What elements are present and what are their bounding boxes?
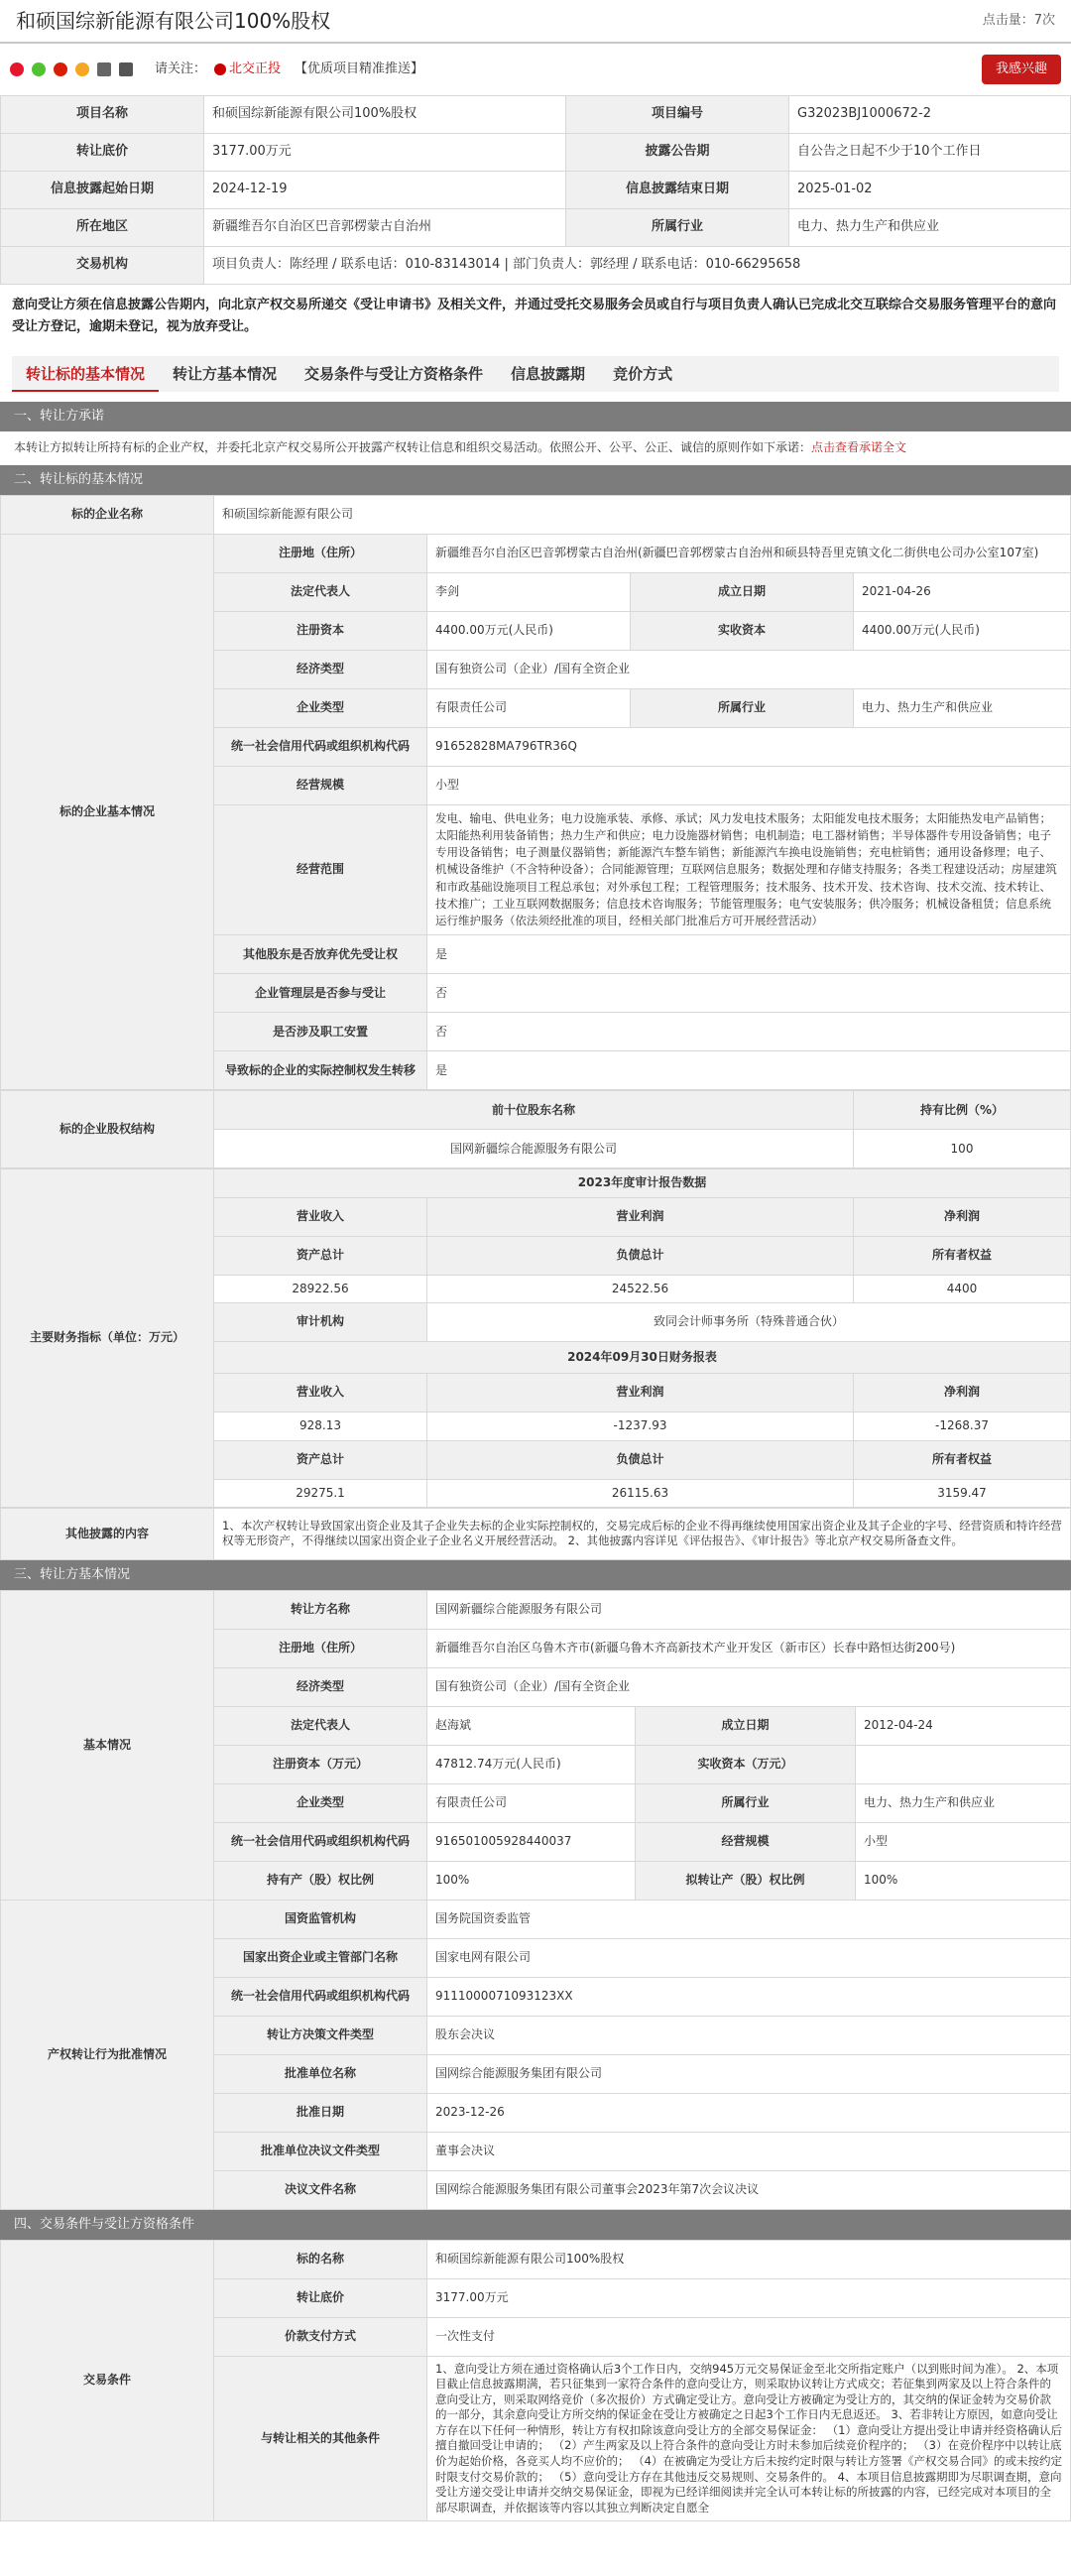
tab-disclosure-period[interactable]: 信息披露期	[511, 365, 586, 384]
info-value: 新疆维吾尔自治区巴音郭楞蒙古自治州	[204, 209, 566, 247]
field-label: 国资监管机构	[214, 1900, 427, 1938]
table-row	[1, 172, 1071, 209]
column-header: 前十位股东名称	[214, 1091, 854, 1130]
info-value: 和硕国综新能源有限公司100%股权	[204, 96, 566, 134]
field-label: 导致标的企业的实际控制权发生转移	[214, 1051, 427, 1090]
field-label: 统一社会信用代码或组织机构代码	[214, 727, 427, 766]
info-value: 电力、热力生产和供应业	[789, 209, 1071, 247]
info-label: 转让底价	[1, 134, 204, 172]
column-header: 负债总计	[427, 1236, 854, 1275]
qzone-icon[interactable]	[75, 62, 89, 76]
table-row	[1, 495, 1071, 534]
info-label: 信息披露起始日期	[1, 172, 204, 209]
field-value: 赵海斌	[427, 1706, 636, 1745]
field-label: 决议文件名称	[214, 2170, 427, 2209]
table-row	[1, 247, 1071, 285]
shareholder-name: 国网新疆综合能源服务有限公司	[214, 1130, 854, 1168]
trade-conditions-table	[0, 2240, 1071, 2521]
field-label: 企业类型	[214, 688, 427, 727]
field-value: 国有独资公司（企业）/国有全资企业	[427, 650, 1071, 688]
field-label: 注册地（住所）	[214, 534, 427, 572]
field-label: 经济类型	[214, 1667, 427, 1706]
column-header: 营业利润	[427, 1374, 854, 1412]
other-disclosure-text: 1、本次产权转让导致国家出资企业及其子企业失去标的企业实际控制权的，交易完成后标的企业不得再继续使用国家出资企业及其子企业的字号、经营资质和特许经营权等无形资产，不得继续以国家出资企业子企业名义开展经营活动。 2、其他披露内容详见《评估报告》、《审计报告》等北京产权交易所备查文件。	[214, 1508, 1071, 1559]
field-value: 2023-12-26	[427, 2093, 1071, 2132]
field-value: 3177.00万元	[427, 2278, 1071, 2317]
info-label: 所属行业	[566, 209, 789, 247]
info-label: 交易机构	[1, 247, 204, 285]
beijiao-logo-icon	[214, 63, 226, 75]
column-header: 所有者权益	[854, 1440, 1071, 1479]
tab-conditions[interactable]: 交易条件与受让方资格条件	[304, 365, 484, 384]
field-label: 所属行业	[631, 688, 854, 727]
field-label: 其他股东是否放弃优先受让权	[214, 935, 427, 974]
page-header	[0, 0, 1071, 44]
field-value: 电力、热力生产和供应业	[854, 688, 1071, 727]
info-label: 项目编号	[566, 96, 789, 134]
fin-value: 28922.56	[214, 1275, 427, 1302]
group-label: 基本情况	[1, 1590, 214, 1900]
info-label: 信息披露结束日期	[566, 172, 789, 209]
field-label: 其他披露的内容	[1, 1508, 214, 1559]
column-header: 资产总计	[214, 1236, 427, 1275]
table-row	[1, 1091, 1071, 1130]
field-value: 4400.00万元(人民币)	[427, 611, 631, 650]
field-label: 经营规模	[214, 766, 427, 804]
group-label: 标的企业基本情况	[1, 534, 214, 1090]
field-value: 国网综合能源服务集团有限公司董事会2023年第7次会议决议	[427, 2170, 1071, 2209]
field-value: 47812.74万元(人民币)	[427, 1745, 636, 1783]
column-header: 持有比例（%）	[854, 1091, 1071, 1130]
field-label: 经济类型	[214, 650, 427, 688]
table-row	[1, 134, 1071, 172]
field-label: 转让底价	[214, 2278, 427, 2317]
field-label: 注册资本（万元）	[214, 1745, 427, 1783]
tab-transferor-info[interactable]: 转让方基本情况	[173, 365, 278, 384]
field-value: 100%	[427, 1861, 636, 1900]
field-label: 成立日期	[636, 1706, 856, 1745]
field-value	[856, 1745, 1071, 1783]
field-label: 统一社会信用代码或组织机构代码	[214, 1977, 427, 2016]
beijiao-tag[interactable]	[214, 61, 281, 79]
field-value: 4400.00万元(人民币)	[854, 611, 1071, 650]
field-label: 标的名称	[214, 2240, 427, 2278]
field-value: 李剑	[427, 572, 631, 611]
column-header: 营业收入	[214, 1197, 427, 1236]
field-label: 经营规模	[636, 1822, 856, 1861]
field-value: 2021-04-26	[854, 572, 1071, 611]
field-label: 企业管理层是否参与受让	[214, 974, 427, 1013]
registration-notice: 意向受让方须在信息披露公告期内，向北京产权交易所递交《受让申请书》及相关文件，并通过受托交易服务会员或自行与项目负责人确认已完成北交互联综合交易服务管理平台的意向受让方登记，逾期未登记，视为放弃受让。	[12, 298, 1057, 335]
field-value: 国网综合能源服务集团有限公司	[427, 2054, 1071, 2093]
column-header: 净利润	[854, 1374, 1071, 1412]
copy-link-icon[interactable]	[97, 62, 111, 76]
field-label: 拟转让产（股）权比例	[636, 1861, 856, 1900]
table-row	[1, 1590, 1071, 1629]
table-row	[1, 209, 1071, 247]
field-value: 董事会决议	[427, 2132, 1071, 2170]
tab-bidding-method[interactable]: 竞价方式	[613, 365, 673, 384]
section-tabs	[12, 356, 1059, 392]
field-label: 价款支付方式	[214, 2317, 427, 2356]
info-label: 所在地区	[1, 209, 204, 247]
equity-table	[0, 1090, 1071, 1168]
field-value: 有限责任公司	[427, 1783, 636, 1822]
group-label: 主要财务指标（单位：万元）	[1, 1169, 214, 1508]
field-value: 9111000071093123XX	[427, 1977, 1071, 2016]
field-label: 经营范围	[214, 804, 427, 935]
field-label: 转让方名称	[214, 1590, 427, 1629]
table-row	[1, 96, 1071, 134]
field-label: 实收资本（万元）	[636, 1745, 856, 1783]
field-label: 标的企业名称	[1, 495, 214, 534]
field-value: 小型	[427, 766, 1071, 804]
field-label: 注册资本	[214, 611, 427, 650]
info-label: 项目名称	[1, 96, 204, 134]
field-label: 批准单位决议文件类型	[214, 2132, 427, 2170]
field-value: 否	[427, 974, 1071, 1013]
section-header: 二、转让标的基本情况	[0, 465, 1071, 495]
field-value: 国家电网有限公司	[427, 1938, 1071, 1977]
info-value: 3177.00万元	[204, 134, 566, 172]
field-label: 所属行业	[636, 1783, 856, 1822]
group-label: 产权转让行为批准情况	[1, 1900, 214, 2209]
wechat-icon[interactable]	[32, 62, 46, 76]
section-header: 一、转让方承诺	[0, 402, 1071, 431]
info-label: 披露公告期	[566, 134, 789, 172]
column-header: 营业收入	[214, 1374, 427, 1412]
report-title: 2024年09月30日财务报表	[214, 1342, 1071, 1374]
info-value: 2024-12-19	[204, 172, 566, 209]
fin-value: -1237.93	[427, 1412, 854, 1440]
info-value: 自公告之日起不少于10个工作日	[789, 134, 1071, 172]
table-row	[1, 1169, 1071, 1197]
promise-text	[0, 431, 1071, 464]
other-conditions-text: 1、意向受让方须在通过资格确认后3个工作日内，交纳945万元交易保证金至北交所指定账户（以到账时间为准）。 2、本项目截止信息披露期满，若只征集到一家符合条件的意向受让方，则采取协议转让方式成交；若征集到两家及以上符合条件的意向受让方，则采取网络竞价（多次报价）方式确定受让方。意向受让方被确定为受让方的，其交纳的保证金转为交易价款的一部分，其余意向受让方所交纳的保证金在受让方被确定之日起3个工作日内无息返还。 3、若非转让方原因，如意向受让方存在以下任何一种情形，转让方有权扣除该意向受让方的全部交易保证金： （1）意向受让方提出受让申请并经资格确认后擅自撤回受让申请的； （2）产生两家及以上符合条件的意向受让方时未参加后续竞价程序的； （3）在竞价程序中以转让底价为起始价格，各竞买人均不应价的； （4）在被确定为受让方后未按约定时限与转让方签署《产权交易合同》的或未按约定时限支付交易价款的； （5）意向受让方存在其他违反交易规则、交易条件的。 4、本项目信息披露期即为尽职调查期，意向受让方递交受让申请并交纳交易保证金，即视为已经详细阅读并完全认可本转让标的所披露的内容，已经完成对本项目的全部尽职调查，并依据该等内容以其独立判断决定自愿全	[427, 2356, 1071, 2520]
share-bar	[0, 44, 1071, 95]
share-icons	[10, 61, 423, 79]
attention-label: 请关注：	[155, 61, 207, 76]
shareholder-percent: 100	[854, 1130, 1071, 1168]
field-label: 批准单位名称	[214, 2054, 427, 2093]
target-table	[0, 495, 1071, 1091]
field-label: 是否涉及职工安置	[214, 1013, 427, 1051]
beijiao-tag-label: 北交正投	[229, 61, 282, 76]
column-header: 营业利润	[427, 1197, 854, 1236]
fin-value: -1268.37	[854, 1412, 1071, 1440]
field-value: 和硕国综新能源有限公司100%股权	[427, 2240, 1071, 2278]
tab-target-info[interactable]: 转让标的基本情况	[12, 356, 159, 392]
table-row	[1, 1900, 1071, 1938]
table-row	[1, 534, 1071, 572]
field-value: 小型	[856, 1822, 1071, 1861]
field-label: 统一社会信用代码或组织机构代码	[214, 1822, 427, 1861]
field-label: 审计机构	[214, 1303, 427, 1342]
field-label: 实收资本	[631, 611, 854, 650]
field-label: 国家出资企业或主管部门名称	[214, 1938, 427, 1977]
field-value: 国务院国资委监管	[427, 1900, 1071, 1938]
fin-value: 3159.47	[854, 1479, 1071, 1507]
field-label: 批准日期	[214, 2093, 427, 2132]
field-value: 一次性支付	[427, 2317, 1071, 2356]
push-tag[interactable]: 【优质项目精准推送】	[295, 61, 424, 76]
column-header: 负债总计	[427, 1440, 854, 1479]
fin-value: 26115.63	[427, 1479, 854, 1507]
field-value: 电力、热力生产和供应业	[856, 1783, 1071, 1822]
field-value: 新疆维吾尔自治区巴音郭楞蒙古自治州(新疆巴音郭楞蒙古自治州和硕县特吾里克镇文化二街供电公司办公室107室)	[427, 534, 1071, 572]
section-header: 四、交易条件与受让方资格条件	[0, 2210, 1071, 2240]
table-row	[1, 1508, 1071, 1559]
field-label: 法定代表人	[214, 1706, 427, 1745]
other-disclosure-table	[0, 1508, 1071, 1560]
field-value: 100%	[856, 1861, 1071, 1900]
interested-button[interactable]: 我感兴趣	[982, 55, 1061, 85]
group-label: 标的企业股权结构	[1, 1091, 214, 1168]
weibo-icon[interactable]	[10, 62, 24, 76]
fin-value: 928.13	[214, 1412, 427, 1440]
field-value: 有限责任公司	[427, 688, 631, 727]
field-label: 持有产（股）权比例	[214, 1861, 427, 1900]
report-title: 2023年度审计报告数据	[214, 1169, 1071, 1197]
fin-value: 29275.1	[214, 1479, 427, 1507]
field-label: 法定代表人	[214, 572, 427, 611]
page-title: 和硕国综新能源有限公司100%股权	[16, 8, 331, 33]
promise-body: 本转让方拟转让所持有标的企业产权，并委托北京产权交易所公开披露产权转让信息和组织交易活动。依照公开、公平、公正、诚信的原则作如下承诺：	[14, 440, 812, 455]
transferor-table	[0, 1590, 1071, 2210]
click-count: 点击量：7次	[982, 12, 1055, 28]
section-header: 三、转让方基本情况	[0, 1560, 1071, 1590]
field-value: 是	[427, 935, 1071, 974]
info-value: G32023BJ1000672-2	[789, 96, 1071, 134]
group-label: 交易条件	[1, 2240, 214, 2520]
field-value: 和硕国综新能源有限公司	[214, 495, 1071, 534]
field-label: 注册地（住所）	[214, 1629, 427, 1667]
field-label: 与转让相关的其他条件	[214, 2356, 427, 2520]
info-value: 2025-01-02	[789, 172, 1071, 209]
field-value: 否	[427, 1013, 1071, 1051]
field-value: 国有独资公司（企业）/国有全资企业	[427, 1667, 1071, 1706]
print-icon[interactable]	[119, 62, 133, 76]
field-value: 股东会决议	[427, 2016, 1071, 2054]
column-header: 净利润	[854, 1197, 1071, 1236]
field-label: 转让方决策文件类型	[214, 2016, 427, 2054]
fin-value: 4400	[854, 1275, 1071, 1302]
finance-table	[0, 1168, 1071, 1508]
auditor-name: 致同会计师事务所（特殊普通合伙）	[427, 1303, 1071, 1342]
field-label: 企业类型	[214, 1783, 427, 1822]
field-value: 国网新疆综合能源服务有限公司	[427, 1590, 1071, 1629]
fin-value: 24522.56	[427, 1275, 854, 1302]
column-header: 所有者权益	[854, 1236, 1071, 1275]
column-header: 资产总计	[214, 1440, 427, 1479]
field-value: 91652828MA796TR36Q	[427, 727, 1071, 766]
project-info-table	[0, 95, 1071, 285]
field-value: 新疆维吾尔自治区乌鲁木齐市(新疆乌鲁木齐高新技术产业开发区（新市区）长春中路恒达街200号)	[427, 1629, 1071, 1667]
table-row	[1, 2240, 1071, 2278]
business-scope: 发电、输电、供电业务；电力设施承装、承修、承试；风力发电技术服务；太阳能发电技术服务；太阳能热发电产品销售；太阳能热利用装备销售；热力生产和供应；电力设施器材销售；电机制造；电工器材销售；半导体器件专用设备销售；电子专用设备销售；电子测量仪器销售；新能源汽车整车销售；新能源汽车换电设施销售；充电桩销售；通用设备修理；电子、机械设备维护（不含特种设备）；合同能源管理；互联网信息服务；数据处理和存储支持服务；各类工程建设活动；房屋建筑和市政基础设施项目工程总承包；对外承包工程；工程管理服务；技术服务、技术开发、技术咨询、技术交流、技术转让、技术推广；工业互联网数据服务；信息技术咨询服务；节能管理服务；电气安装服务；供冷服务；机械设备租赁；信息系统运行维护服务（依法须经批准的项目，经相关部门批准后方可开展经营活动）	[427, 804, 1071, 935]
field-value: 是	[427, 1051, 1071, 1090]
field-label: 成立日期	[631, 572, 854, 611]
contact-info: 项目负责人：陈经理 / 联系电话：010-83143014 | 部门负责人：郭经理 / 联系电话：010-66295658	[204, 247, 1071, 285]
field-value: 916501005928440037	[427, 1822, 636, 1861]
view-promise-link[interactable]: 点击查看承诺全文	[811, 440, 907, 455]
qq-icon[interactable]	[54, 62, 67, 76]
field-value: 2012-04-24	[856, 1706, 1071, 1745]
